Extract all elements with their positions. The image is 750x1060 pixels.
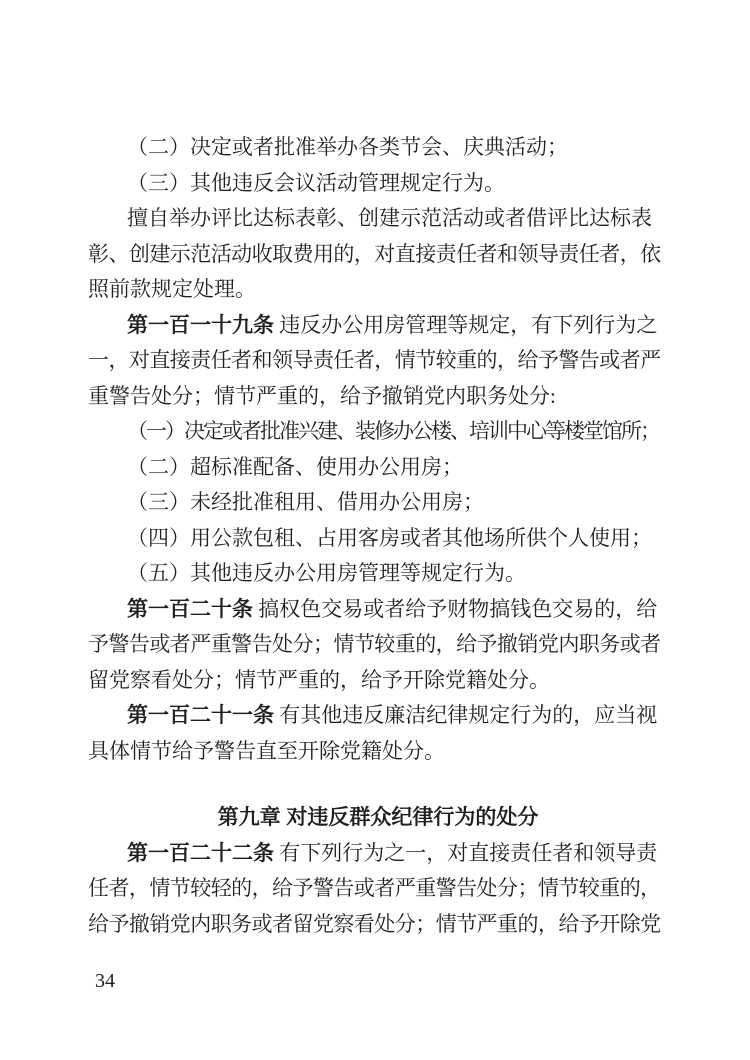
text-line — [88, 836, 668, 872]
line-text: （五）其他违反办公用房管理等规定行为。 — [127, 561, 526, 585]
text-line — [88, 907, 668, 943]
article-number: 第一百一十九条 — [127, 312, 274, 337]
line-text: 彰、创建示范活动收取费用的，对直接责任者和领导责任者，依 — [88, 241, 661, 266]
line-text: 给予撤销党内职务或者留党察看处分；情节严重的，给予开除党 — [88, 911, 661, 936]
text-line — [88, 343, 668, 379]
text-line — [88, 485, 668, 521]
line-text: （二）超标准配备、使用办公用房； — [127, 454, 463, 479]
text-line — [88, 734, 668, 770]
text-line — [88, 450, 668, 486]
line-text: 一，对直接责任者和领导责任者，情节较重的，给予警告或者严 — [88, 348, 661, 372]
page-number: 34 — [95, 970, 115, 992]
line-text: 违反办公用房管理等规定，有下列行为之 — [274, 312, 658, 337]
text-line — [88, 521, 668, 557]
line-text: 重警告处分；情节严重的，给予撤销党内职务处分: — [88, 383, 556, 408]
text-line — [88, 414, 668, 450]
line-text: （二）决定或者批准举办各类节会、庆典活动； — [127, 135, 568, 159]
text-line — [88, 379, 668, 415]
text-line — [88, 237, 668, 273]
line-text: 任者，情节较轻的，给予警告或者严重警告处分；情节较重的， — [88, 876, 661, 900]
line-text: （一）决定或者批准兴建、装修办公楼、培训中心等楼堂馆所； — [127, 419, 659, 443]
article-number: 第一百二十条 — [127, 596, 253, 621]
line-text: 留党察看处分；情节严重的，给予开除党籍处分。 — [88, 667, 550, 692]
line-text: 有其他违反廉洁纪律规定行为的，应当视 — [274, 703, 658, 727]
line-text: （三）未经批准租用、借用办公用房； — [127, 490, 484, 514]
line-text: 第九章 对违反群众纪律行为的处分 — [217, 806, 539, 829]
line-text: 予警告或者严重警告处分；情节较重的，给予撤销党内职务或者 — [88, 632, 661, 656]
text-line — [88, 663, 668, 699]
text-line — [88, 871, 668, 907]
document-body — [88, 130, 668, 942]
line-text: （三）其他违反会议活动管理规定行为。 — [127, 170, 505, 195]
text-line — [88, 130, 668, 166]
chapter-heading — [88, 800, 668, 836]
line-text: 具体情节给予警告直至开除党籍处分。 — [88, 738, 445, 763]
line-text: 有下列行为之一，对直接责任者和领导责 — [274, 840, 658, 865]
text-line — [88, 166, 668, 202]
line-text: （四）用公款包租、占用客房或者其他场所供个人使用； — [127, 525, 652, 550]
line-text: 搞权色交易或者给予财物搞钱色交易的，给 — [253, 596, 658, 621]
text-line — [88, 627, 668, 663]
line-text: 照前款规定处理。 — [88, 277, 256, 301]
text-line — [88, 592, 668, 628]
article-number: 第一百二十二条 — [127, 840, 274, 865]
text-line — [88, 308, 668, 344]
article-number: 第一百二十一条 — [127, 703, 274, 727]
line-text: 擅自举办评比达标表彰、创建示范活动或者借评比达标表 — [127, 206, 652, 230]
text-line — [88, 201, 668, 237]
text-line — [88, 272, 668, 308]
text-line — [88, 698, 668, 734]
text-line — [88, 556, 668, 592]
